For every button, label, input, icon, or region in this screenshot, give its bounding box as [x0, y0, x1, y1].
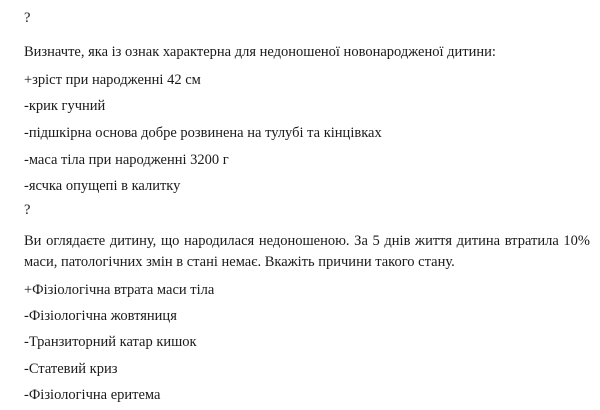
answer-option: -Статевий криз	[24, 361, 118, 377]
question-marker: ?	[24, 202, 31, 218]
answer-option: -ясчка опущепі в калитку	[24, 178, 181, 194]
answer-option: +Фізіологічна втрата маси тіла	[24, 282, 215, 298]
answer-option: -підшкірна основа добре розвинена на тулубі та кінцівках	[24, 125, 382, 141]
answer-option: -Транзиторний катар кишок	[24, 334, 197, 350]
answer-option: -Фізіологічна жовтяниця	[24, 308, 177, 324]
answer-option: +зріст при народженні 42 см	[24, 72, 201, 88]
question-text: Ви оглядаєте дитину, що народилася недоношеною. За 5 днів життя дитина втратила 10% маси, патологічних змін в стані немає. Вкажіть причини такого стану.	[24, 233, 590, 270]
question-marker: ?	[24, 10, 31, 26]
answer-option: -крик гучний	[24, 98, 106, 114]
answer-option: -маса тіла при народженні 3200 г	[24, 152, 229, 168]
question-text: Визначте, яка із ознак характерна для недоношеної новонародженої дитини:	[24, 44, 496, 60]
answer-option: -Фізіологічна еритема	[24, 387, 161, 403]
